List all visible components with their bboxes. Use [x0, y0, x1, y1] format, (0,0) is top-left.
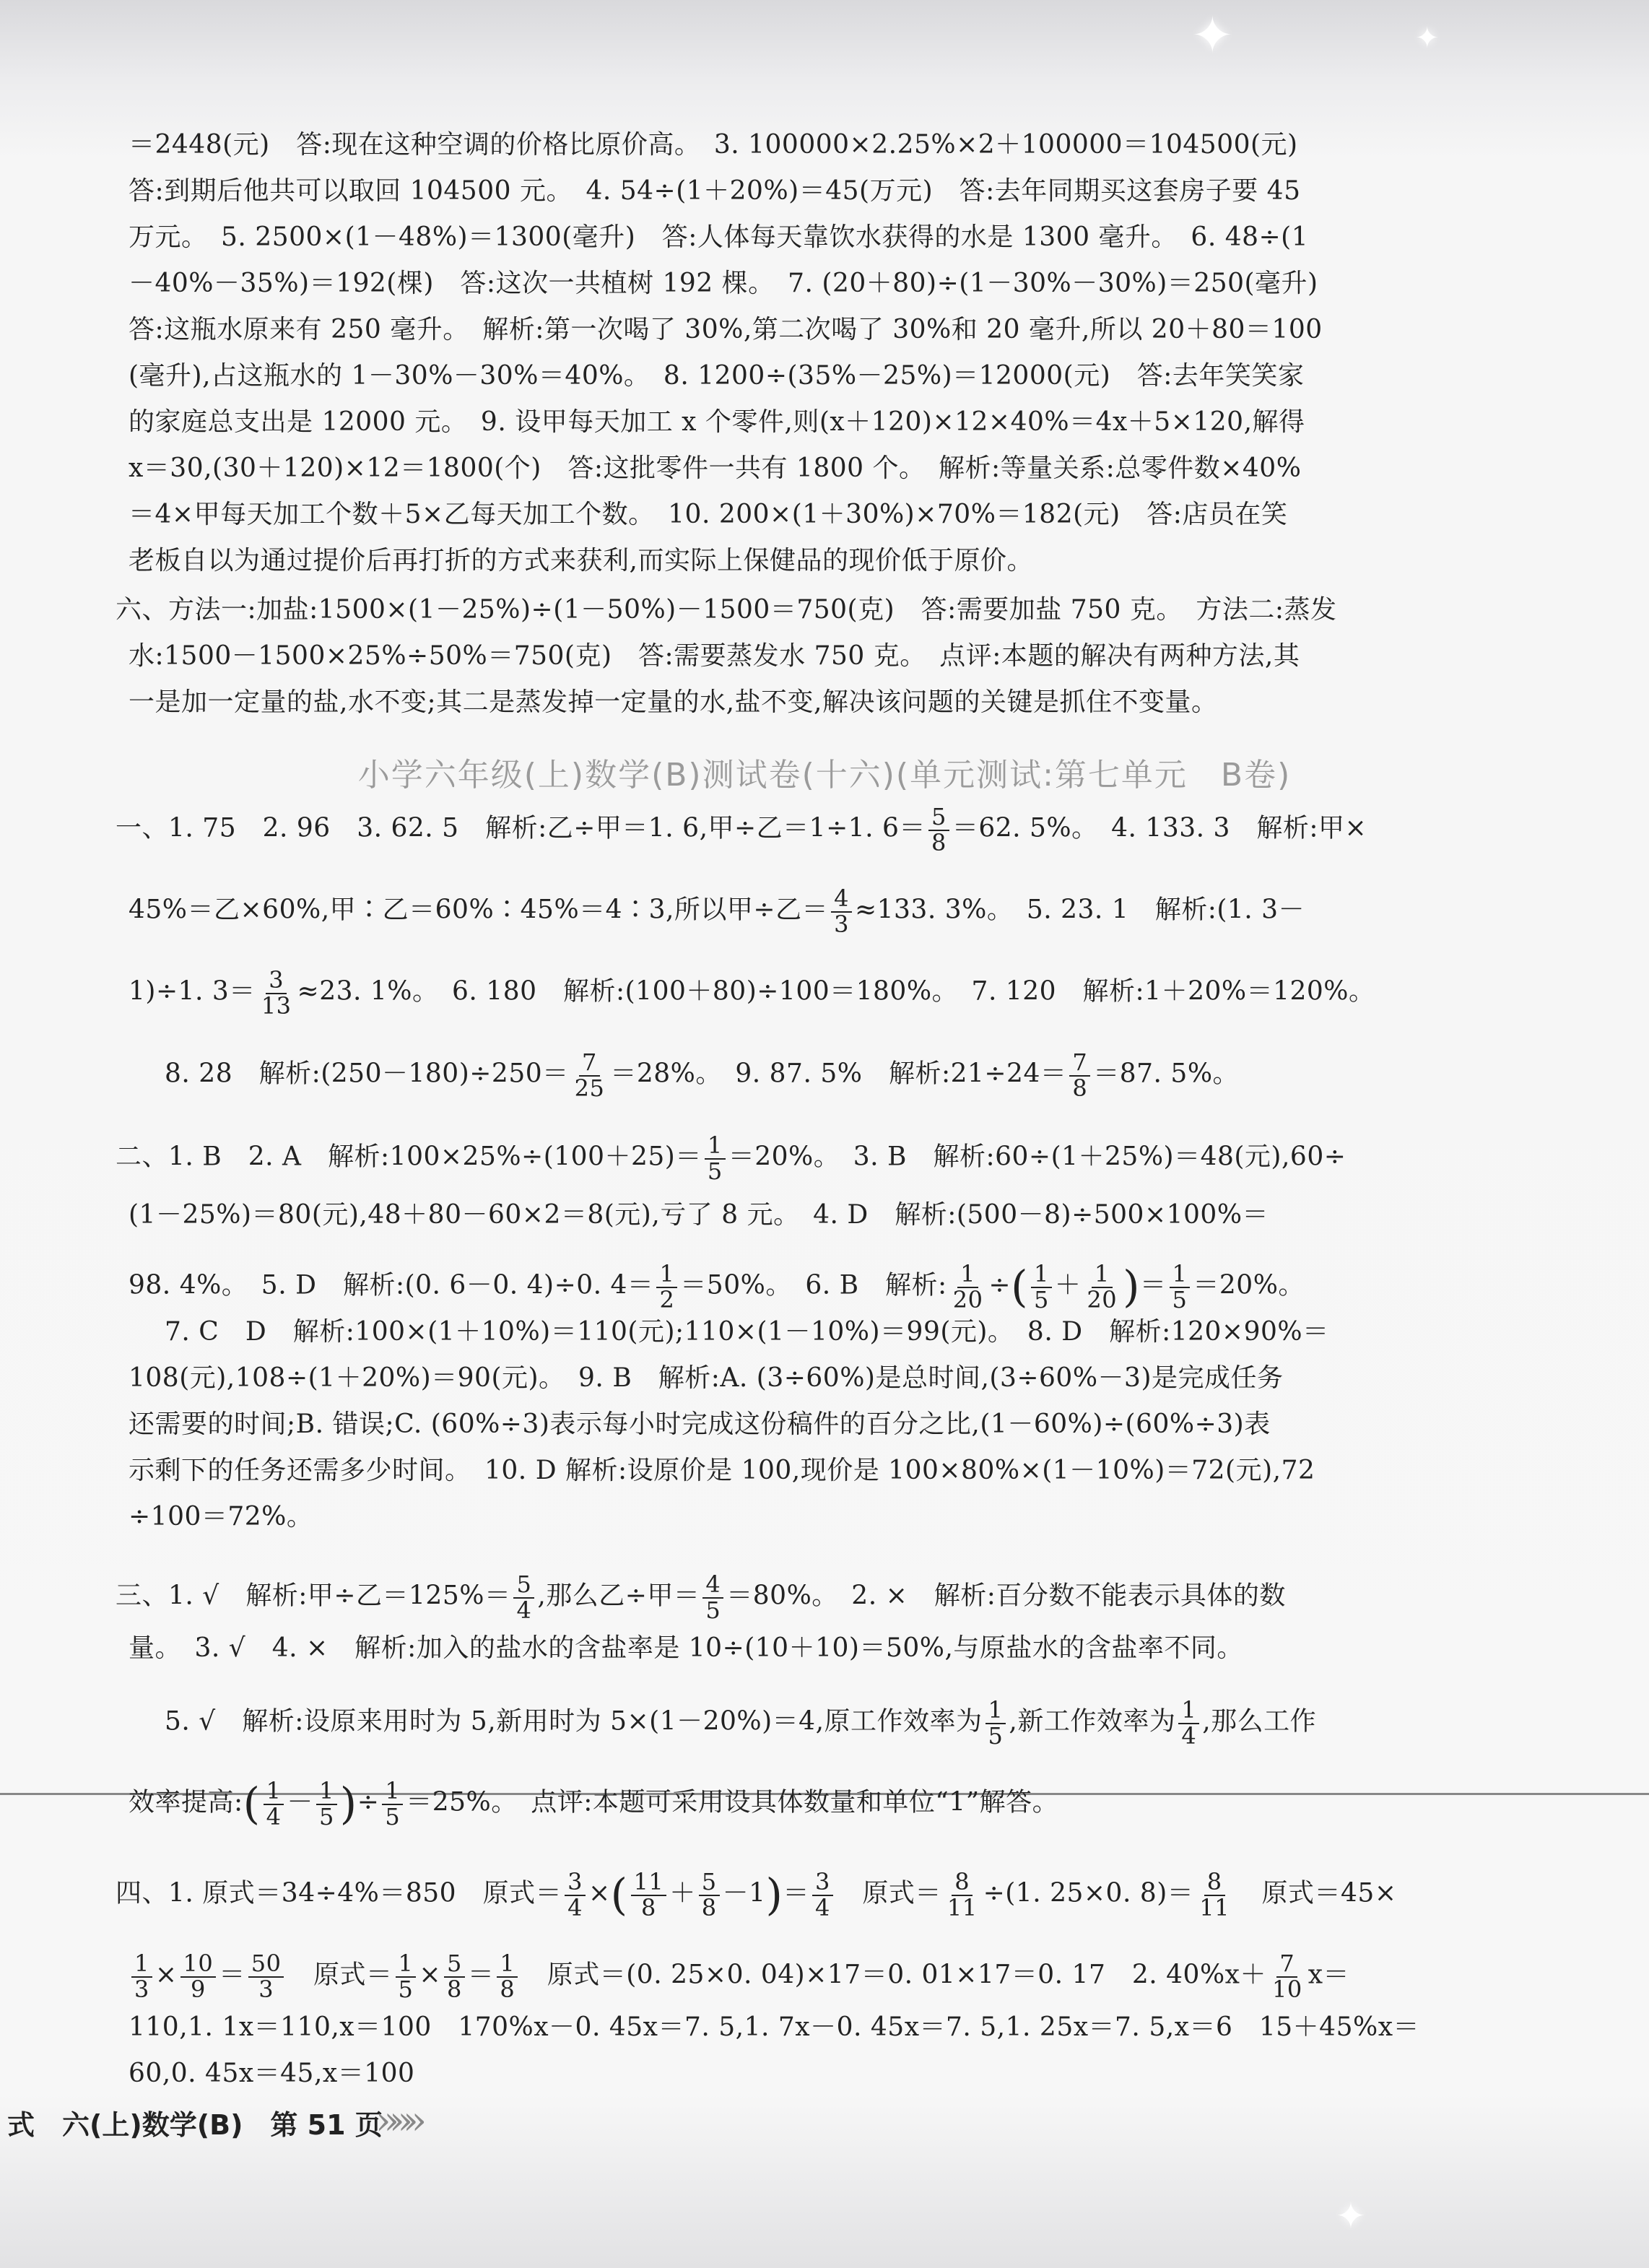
part4-line-4: 60,0. 45x＝45,x＝100 [129, 2059, 415, 2088]
sparkle-decoration: ✦ [1191, 6, 1234, 65]
text-line: 老板自以为通过提价后再打折的方式来获利,而实际上保健品的现价低于原价。 [129, 546, 1033, 575]
text-line: ＝4×甲每天加工个数＋5×乙每天加工个数。 10. 200×(1＋30%)×70%＝182(元) 答:店员在笑 [129, 500, 1288, 529]
text-line: 答:到期后他共可以取回 104500 元。 4. 54÷(1＋20%)＝45(万元) 答:去年同期买这套房子要 45 [129, 176, 1301, 206]
part4-line-1: 四、1. 原式＝34÷4%＝850 原式＝ $\frac{3}{4}$ ×( $\frac{11}{8}$ ＋ $\frac{5}{8}$ －1)＝ $\frac{3}{4}$ 原式＝ $\frac{8}{11}$ ÷(1. 25×0. 8)＝ $\frac{8}{11}$ 原式＝45× [116, 1868, 1397, 1921]
text-line: 答:这瓶水原来有 250 毫升。 解析:第一次喝了 30%,第二次喝了 30%和 20 毫升,所以 20＋80＝100 [129, 315, 1323, 344]
part2-line-2: (1－25%)＝80(元),48＋80－60×2＝8(元),亏了 8 元。 4. D 解析:(500－8)÷500×100%＝ [129, 1200, 1269, 1230]
sparkle-decoration: ✦ [1336, 2195, 1366, 2237]
part1-line-4: 8. 28 解析:(250－180)÷250＝ $\frac{7}{25}$ ＝28%。 9. 87. 5% 解析:21÷24＝ $\frac{7}{8}$ ＝87. 5%。 [165, 1048, 1240, 1102]
text-line: －40%－35%)＝192(棵) 答:这次一共植树 192 棵。 7. (20＋80)÷(1－30%－30%)＝250(毫升) [129, 269, 1318, 298]
text-line: (毫升),占这瓶水的 1－30%－30%＝40%。 8. 1200÷(35%－25%)＝12000(元) 答:去年笑笑家 [129, 361, 1305, 391]
text-line: 一是加一定量的盐,水不变;其二是蒸发掉一定量的水,盐不变,解决该问题的关键是抓住不变量。 [129, 687, 1218, 717]
part4-line-3: 110,1. 1x＝110,x＝100 170%x－0. 45x＝7. 5,1. 7x－0. 45x＝7. 5,1. 25x＝7. 5,x＝6 15＋45%x＝ [129, 2012, 1420, 2042]
part3-line-4: 效率提高:( $\frac{1}{4}$ － $\frac{1}{5}$ )÷ $\frac{1}{5}$ ＝25%。 点评:本题可采用设具体数量和单位“1”解答。 [129, 1777, 1059, 1830]
part2-line-3: 98. 4%。 5. D 解析:(0. 6－0. 4)÷0. 4＝ $\frac{1}{2}$ ＝50%。 6. B 解析: $\frac{1}{20}$ ÷( $\frac{1}{5}$ ＋ $\frac{1}{20}$ )＝ $\frac{1}{5}$ ＝20%。 [129, 1260, 1305, 1313]
part1-line-1: 一、1. 75 2. 96 3. 62. 5 解析:乙÷甲＝1. 6,甲÷乙＝1÷1. 6＝ $\frac{5}{8}$ ＝62. 5%。 4. 133. 3 解析:甲× [116, 803, 1367, 856]
text-line: 的家庭总支出是 12000 元。 9. 设甲每天加工 x 个零件,则(x＋120)×12×40%＝4x＋5×120,解得 [129, 407, 1305, 437]
part2-line-6: 还需要的时间;B. 错误;C. (60%÷3)表示每小时完成这份稿件的百分之比,(1－60%)÷(60%÷3)表 [129, 1409, 1271, 1439]
part2-line-4: 7. C D 解析:100×(1＋10%)＝110(元);110×(1－10%)＝99(元)。 8. D 解析:120×90%＝ [165, 1317, 1329, 1347]
text-line: x＝30,(30＋120)×12＝1800(个) 答:这批零件一共有 1800 个。 解析:等量关系:总零件数×40% [129, 453, 1302, 483]
page-footer: 式 六(上)数学(B) 第 51 页 [7, 2109, 383, 2141]
text-line: ＝2448(元) 答:现在这种空调的价格比原价高。 3. 100000×2.25%×2＋100000＝104500(元) [129, 130, 1298, 160]
section-title: 小学六年级(上)数学(B)测试卷(十六)(单元测试:第七单元 B卷) [357, 757, 1292, 794]
part1-line-3: 1)÷1. 3＝ $\frac{3}{13}$ ≈23. 1%。 6. 180 解析:(100＋80)÷100＝180%。 7. 120 解析:1＋20%＝120%。 [129, 966, 1375, 1020]
part3-line-2: 量。 3. √ 4. × 解析:加入的盐水的含盐率是 10÷(10＋10)＝50%,与原盐水的含盐率不同。 [129, 1633, 1243, 1663]
part2-line-1: 二、1. B 2. A 解析:100×25%÷(100＋25)＝ $\frac{1}{5}$ ＝20%。 3. B 解析:60÷(1＋25%)＝48(元),60÷ [116, 1131, 1346, 1185]
part1-line-2: 45%＝乙×60%,甲∶乙＝60%∶45%＝4∶3,所以甲÷乙＝ $\frac{4}{3}$ ≈133. 3%。 5. 23. 1 解析:(1. 3－ [129, 885, 1305, 938]
text-line: 水:1500－1500×25%÷50%＝750(克) 答:需要蒸发水 750 克。 点评:本题的解决有两种方法,其 [129, 641, 1300, 671]
part2-line-7: 示剩下的任务还需多少时间。 10. D 解析:设原价是 100,现价是 100×80%×(1－10%)＝72(元),72 [129, 1456, 1315, 1485]
part2-line-8: ÷100＝72%。 [129, 1502, 313, 1531]
text-line: 六、方法一:加盐:1500×(1－25%)÷(1－50%)－1500＝750(克) 答:需要加盐 750 克。 方法二:蒸发 [116, 595, 1337, 625]
text-line: 万元。 5. 2500×(1－48%)＝1300(毫升) 答:人体每天靠饮水获得的水是 1300 毫升。 6. 48÷(1 [129, 222, 1309, 252]
part2-line-5: 108(元),108÷(1＋20%)＝90(元)。 9. B 解析:A. (3÷60%)是总时间,(3÷60%－3)是完成任务 [129, 1363, 1284, 1393]
sparkle-decoration: ✦ [1415, 22, 1440, 55]
arrow-decoration-icon: »»» [375, 2098, 417, 2143]
part3-line-1: 三、1. √ 解析:甲÷乙＝125%＝ $\frac{5}{4}$ ,那么乙÷甲＝ $\frac{4}{5}$ ＝80%。 2. × 解析:百分数不能表示具体的数 [116, 1570, 1286, 1624]
part4-line-2: $\frac{1}{3}$ × $\frac{10}{9}$ ＝ $\frac{50}{3}$ 原式＝ $\frac{1}{5}$ × $\frac{5}{8}$ ＝ $\frac{1}{8}$ 原式＝(0. 25×0. 04)×17＝0. 01×17＝0. 17 2. 40%x＋ $\frac{7}{10}$ x＝ [129, 1952, 1500, 2002]
part3-line-3: 5. √ 解析:设原来用时为 5,新用时为 5×(1－20%)＝4,原工作效率为 $\frac{1}{5}$ ,新工作效率为 $\frac{1}{4}$ ,那么工作 [165, 1696, 1317, 1750]
